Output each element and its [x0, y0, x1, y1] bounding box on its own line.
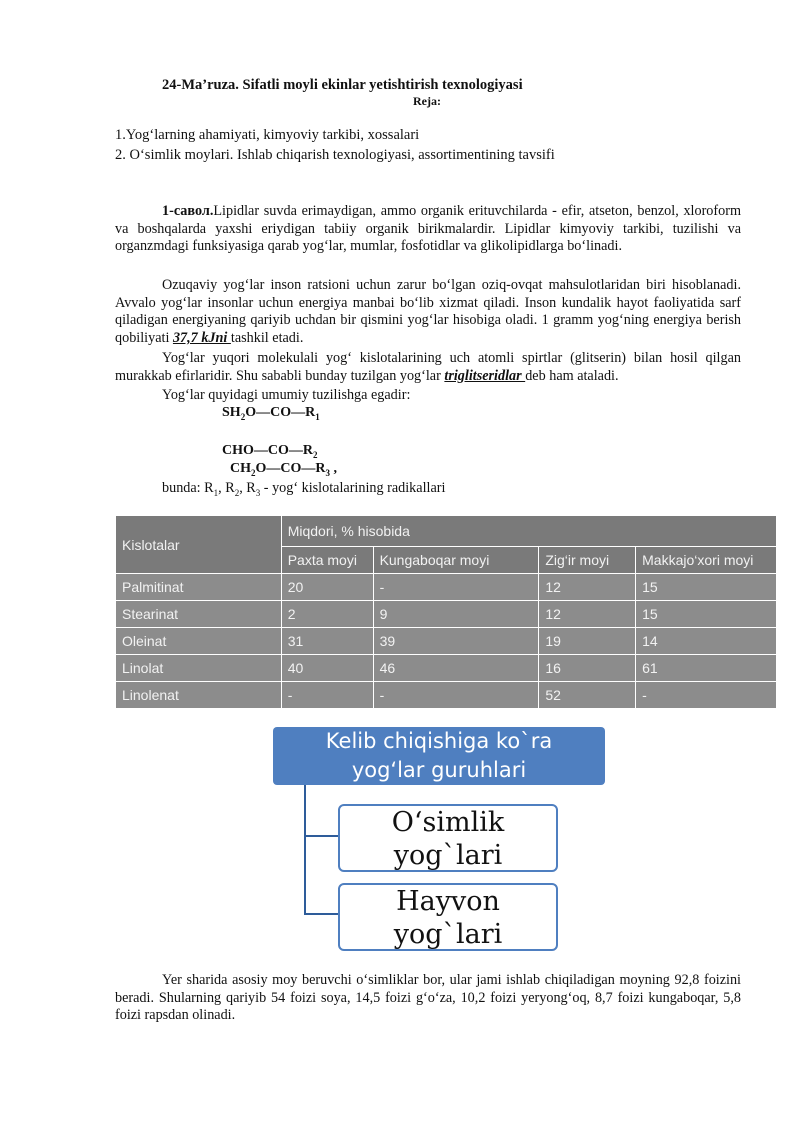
paragraph-text: deb ham ataladi.: [525, 367, 619, 384]
diagram-connector-branch-1: [304, 835, 338, 837]
table-cell: 46: [373, 655, 539, 682]
radicals-note: bunda: $R_1$, $R_2$, $R_3$ - yog‘ kislotalarining radikallari: [162, 480, 446, 498]
diagram-box-animal-fats: Hayvon yog`lari: [338, 883, 558, 951]
table-cell: -: [281, 682, 373, 709]
table-row: [116, 574, 777, 601]
diagram-connector-vertical: [304, 785, 306, 915]
formula-line-1: $SH_2O—CO—R_1$: [222, 405, 320, 422]
triglycerides-term: triglitseridlar: [444, 367, 526, 384]
table-cell: 14: [636, 628, 777, 655]
table-group-header: Miqdori, % hisobida: [281, 516, 776, 547]
column-header: Paxta moyi: [281, 547, 373, 574]
page-title: 24-Ma’ruza. Sifatli moyli ekinlar yetishtirish texnologiyasi: [162, 77, 523, 93]
diagram-root-line-1: Kelib chiqishiga ko`ra: [325, 729, 553, 753]
table-row: [116, 628, 777, 655]
table-cell: 19: [539, 628, 636, 655]
paragraph-production: Yer sharida asosiy moy beruvchi o‘simliklar bor, ular jami ishlab chiqiladigan moyning 92,8 foizini beradi. Shularning qariyib 54 foizi soya, 14,5 foizi g‘o‘za, 10,2 foizi yeryong‘oq, 8,7 foizi kungaboqar, 5,8 foizi rapsdan olinadi.: [115, 972, 741, 1024]
table-cell: 40: [281, 655, 373, 682]
paragraph-text: Ozuqaviy yog‘lar inson ratsioni uchun zarur bo‘lgan oziq-ovqat mahsulotlaridan biri hisoblanadi. Avvalo yog‘lar insonlar uchun energiya manbai bo‘lib xizmat qiladi. Inson kundalik hayot faoliyatida sarf qiladigan energiyaning qariyib uchdan bir qismini yog‘lar hisobiga oladi. 1 gramm yog‘ning energiya berish qobiliyati: [115, 277, 741, 346]
paragraph-structure: Yog‘lar quyidagi umumiy tuzilishga egadir:: [162, 387, 411, 403]
table-cell: -: [636, 682, 777, 709]
question-label: 1-савол.: [162, 203, 214, 219]
plan-item-2: 2. O‘simlik moylari. Ishlab chiqarish texnologiyasi, assortimentining tavsifi: [115, 147, 555, 163]
table-cell: 52: [539, 682, 636, 709]
table-cell: 9: [373, 601, 539, 628]
diagram-root-line-2: yog‘lar guruhlari: [351, 758, 527, 782]
table-cell: -: [373, 574, 539, 601]
diagram-box-plant-oils: O‘simlik yog`lari: [338, 804, 558, 872]
plan-heading: Reja:: [413, 94, 441, 108]
paragraph-text: tashkil etadi.: [230, 329, 304, 346]
row-label: Linolenat: [116, 682, 282, 709]
paragraph-lipids: [115, 203, 741, 256]
row-label: Linolat: [116, 655, 282, 682]
table-cell: 31: [281, 628, 373, 655]
table-row: [116, 682, 777, 709]
table-cell: 15: [636, 601, 777, 628]
table-cell: -: [373, 682, 539, 709]
table-corner-header: Kislotalar: [116, 516, 282, 574]
column-header: Kungaboqar moyi: [373, 547, 539, 574]
column-header: Makkajo‘xori moyi: [636, 547, 777, 574]
table-cell: 12: [539, 574, 636, 601]
energy-value: 37,7 kJni: [172, 329, 231, 346]
diagram-connector-branch-2: [304, 913, 338, 915]
diagram-root-box: [273, 727, 605, 785]
row-label: Palmitinat: [116, 574, 282, 601]
paragraph-energy: [115, 277, 741, 347]
paragraph-text: Yog‘lar yuqori molekulali yog‘ kislotalarining uch atomli spirtlar (glitserin) bilan hosil qilgan murakkab efirlaridir. Shu sababli bunday tuzilgan yog‘lar: [115, 350, 741, 384]
table-cell: 39: [373, 628, 539, 655]
table-cell: 16: [539, 655, 636, 682]
table-row: [116, 601, 777, 628]
formula-line-2: $CHO—CO—R_2$: [222, 443, 318, 460]
table-row: [116, 655, 777, 682]
paragraph-triglycerides: [115, 350, 741, 385]
table-cell: 2: [281, 601, 373, 628]
row-label: Oleinat: [116, 628, 282, 655]
formula-line-3: $CH_2O—CO—R_3$ ,: [230, 461, 337, 478]
paragraph-text: Lipidlar suvda erimaydigan, ammo organik erituvchilarda - efir, atseton, benzol, xloroform va boshqalarda yaxshi eriydigan tabiiy organik birikmalardir. Lipidlar kimyoviy tarkibi, tuzilishi va organzmdagi funksiyasiga qarab yog‘lar, mumlar, fosfotidlar va glikolipidlarga bo‘linadi.: [115, 203, 741, 255]
table-cell: 20: [281, 574, 373, 601]
fatty-acid-table: [115, 515, 777, 709]
column-header: Zig‘ir moyi: [539, 547, 636, 574]
row-label: Stearinat: [116, 601, 282, 628]
table-cell: 15: [636, 574, 777, 601]
table-cell: 61: [636, 655, 777, 682]
table-cell: 12: [539, 601, 636, 628]
plan-item-1: 1.Yog‘larning ahamiyati, kimyoviy tarkibi, xossalari: [115, 127, 420, 143]
